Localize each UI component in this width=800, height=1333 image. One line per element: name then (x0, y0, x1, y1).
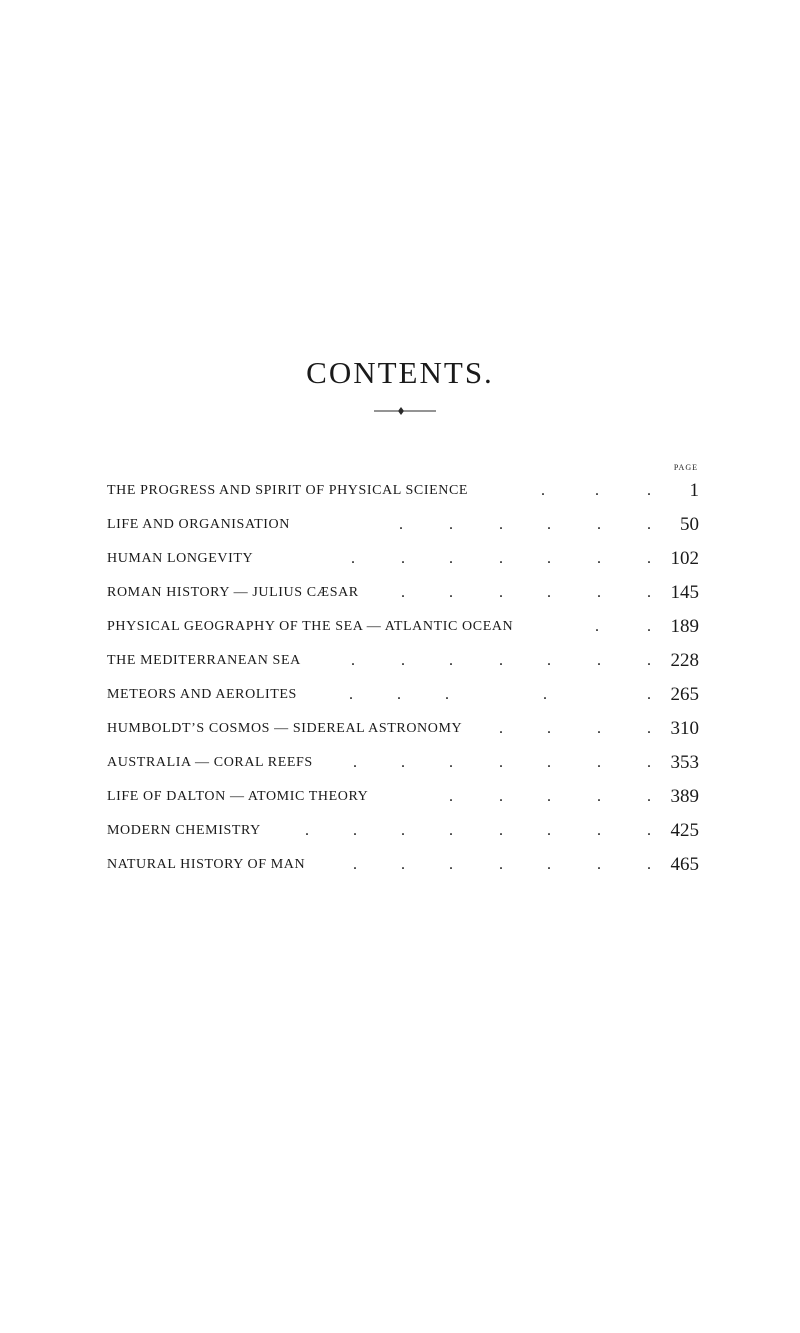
leader-dot: . (449, 584, 453, 601)
leader-dot: . (305, 822, 309, 839)
entry-title: HUMBOLDT’S COSMOS — SIDEREAL ASTRONOMY (107, 721, 463, 736)
leader-dot: . (353, 822, 357, 839)
leader-dot: . (399, 516, 403, 533)
leader-dot: . (597, 550, 601, 567)
entry-page-number: 228 (670, 650, 699, 671)
entry-title: MODERN CHEMISTRY (107, 823, 261, 838)
leader-dot: . (597, 754, 601, 771)
contents-entry[interactable] (107, 545, 699, 579)
entry-page-number: 310 (670, 718, 699, 739)
contents-entry[interactable] (107, 579, 699, 613)
entry-title: METEORS AND AEROLITES (107, 687, 297, 702)
leader-dot: . (547, 584, 551, 601)
leader-dot: . (543, 686, 547, 703)
leader-dot: . (449, 516, 453, 533)
entry-title: LIFE AND ORGANISATION (107, 517, 290, 532)
leader-dot: . (499, 754, 503, 771)
leader-dot: . (499, 652, 503, 669)
leader-dot: . (595, 482, 599, 499)
leader-dot: . (449, 550, 453, 567)
leader-dot: . (499, 516, 503, 533)
contents-entry[interactable] (107, 817, 699, 851)
entry-page-number: 102 (670, 548, 699, 569)
leader-dot: . (449, 856, 453, 873)
leader-dot: . (499, 788, 503, 805)
entry-page-number: 145 (670, 582, 699, 603)
leader-dot: . (597, 720, 601, 737)
leader-dot: . (547, 652, 551, 669)
contents-entry[interactable] (107, 613, 699, 647)
leader-dot: . (349, 686, 353, 703)
leader-dot: . (401, 550, 405, 567)
contents-list (107, 477, 699, 885)
page-column-label: PAGE (673, 463, 698, 472)
leader-dot: . (445, 686, 449, 703)
leader-dot: . (547, 788, 551, 805)
leader-dot: . (647, 822, 651, 839)
leader-dot: . (597, 788, 601, 805)
leader-dot: . (597, 652, 601, 669)
leader-dot: . (647, 482, 651, 499)
entry-page-number: 50 (680, 514, 699, 535)
leader-dot: . (647, 788, 651, 805)
entry-title: LIFE OF DALTON — ATOMIC THEORY (107, 789, 369, 804)
leader-dot: . (351, 652, 355, 669)
leader-dot: . (647, 652, 651, 669)
contents-entry[interactable] (107, 647, 699, 681)
leader-dot: . (547, 856, 551, 873)
leader-dot: . (499, 720, 503, 737)
entry-title: HUMAN LONGEVITY (107, 551, 254, 566)
leader-dot: . (397, 686, 401, 703)
entry-title: THE MEDITERRANEAN SEA (107, 653, 301, 668)
leader-dot: . (547, 720, 551, 737)
leader-dot: . (647, 516, 651, 533)
leader-dot: . (647, 856, 651, 873)
leader-dot: . (647, 686, 651, 703)
leader-dot: . (401, 584, 405, 601)
entry-title: PHYSICAL GEOGRAPHY OF THE SEA — ATLANTIC OCEAN (107, 619, 514, 634)
contents-entry[interactable] (107, 681, 699, 715)
leader-dot: . (499, 856, 503, 873)
leader-dot: . (547, 822, 551, 839)
leader-dot: . (401, 822, 405, 839)
contents-entry[interactable] (107, 511, 699, 545)
leader-dot: . (647, 720, 651, 737)
ornament-divider (370, 404, 440, 418)
entry-page-number: 265 (670, 684, 699, 705)
contents-entry[interactable] (107, 477, 699, 511)
entry-page-number: 1 (689, 480, 699, 501)
entry-page-number: 189 (670, 616, 699, 637)
leader-dot: . (595, 618, 599, 635)
leader-dot: . (597, 856, 601, 873)
leader-dot: . (547, 516, 551, 533)
entry-page-number: 353 (670, 752, 699, 773)
leader-dot: . (401, 856, 405, 873)
leader-dot: . (353, 754, 357, 771)
entry-page-number: 465 (670, 854, 699, 875)
entry-title: ROMAN HISTORY — JULIUS CÆSAR (107, 585, 359, 600)
leader-dot: . (449, 822, 453, 839)
leader-dot: . (647, 584, 651, 601)
leader-dot: . (547, 754, 551, 771)
leader-dot: . (449, 652, 453, 669)
entry-title: NATURAL HISTORY OF MAN (107, 857, 306, 872)
leader-dot: . (597, 516, 601, 533)
contents-entry[interactable] (107, 715, 699, 749)
leader-dot: . (647, 618, 651, 635)
leader-dot: . (449, 788, 453, 805)
leader-dot: . (449, 754, 453, 771)
leader-dot: . (351, 550, 355, 567)
entry-page-number: 425 (670, 820, 699, 841)
contents-entry[interactable] (107, 749, 699, 783)
leader-dot: . (499, 822, 503, 839)
leader-dot: . (353, 856, 357, 873)
leader-dot: . (499, 584, 503, 601)
leader-dot: . (647, 754, 651, 771)
leader-dot: . (401, 754, 405, 771)
leader-dot: . (597, 822, 601, 839)
page-title: CONTENTS. (306, 354, 494, 390)
entry-page-number: 389 (670, 786, 699, 807)
leader-dot: . (547, 550, 551, 567)
entry-title: AUSTRALIA — CORAL REEFS (107, 755, 313, 770)
leader-dot: . (499, 550, 503, 567)
leader-dot: . (401, 652, 405, 669)
contents-entry[interactable] (107, 851, 699, 885)
leader-dot: . (541, 482, 545, 499)
contents-entry[interactable] (107, 783, 699, 817)
leader-dot: . (647, 550, 651, 567)
leader-dot: . (597, 584, 601, 601)
entry-title: THE PROGRESS AND SPIRIT OF PHYSICAL SCIENCE (107, 483, 469, 498)
